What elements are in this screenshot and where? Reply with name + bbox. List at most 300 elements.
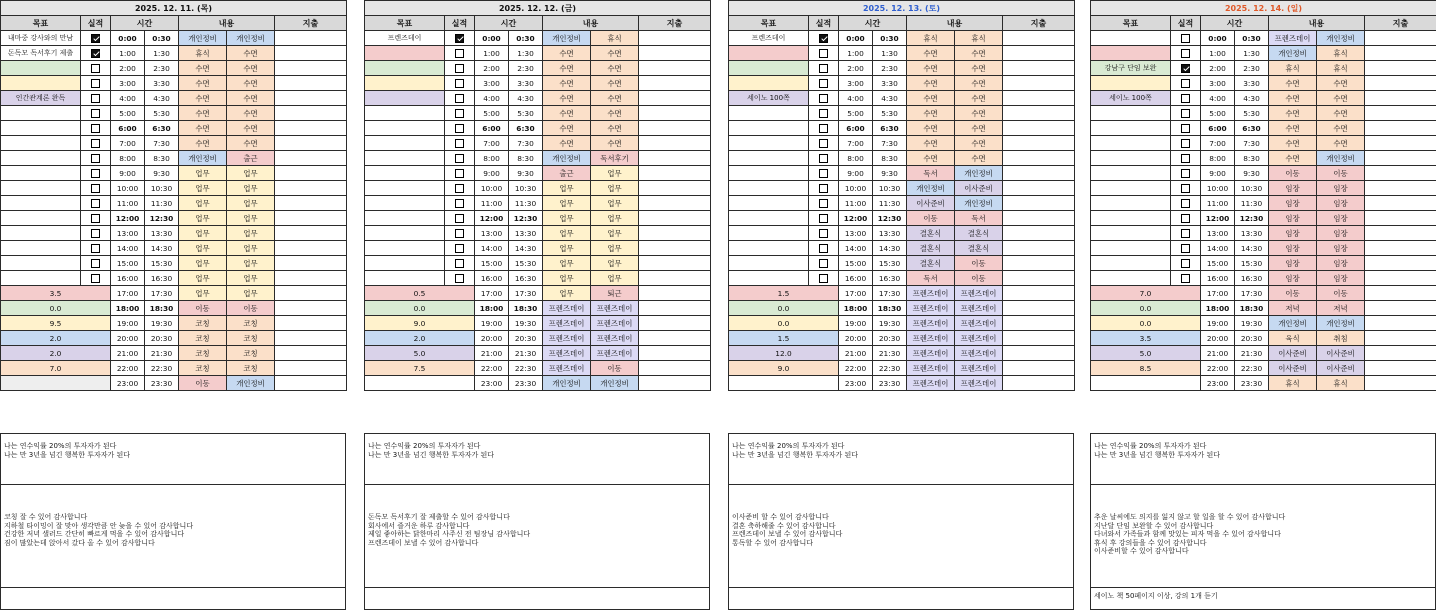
goal-cell[interactable] (1091, 226, 1171, 241)
activity-second-half[interactable]: 프렌즈데이 (955, 331, 1003, 346)
todo-notes[interactable] (728, 587, 1074, 610)
goal-cell[interactable] (1, 106, 81, 121)
goal-cell[interactable] (1, 241, 81, 256)
checkbox[interactable] (819, 229, 828, 238)
activity-second-half[interactable]: 프렌즈데이 (591, 331, 639, 346)
expense-cell[interactable] (275, 256, 347, 271)
checkbox[interactable] (1181, 169, 1190, 178)
goal-cell[interactable] (729, 46, 809, 61)
expense-cell[interactable] (1365, 181, 1436, 196)
activity-first-half[interactable]: 수면 (1269, 106, 1317, 121)
activity-first-half[interactable]: 수면 (543, 61, 591, 76)
activity-second-half[interactable]: 개인정비 (1317, 31, 1365, 46)
goal-cell[interactable] (1, 181, 81, 196)
goal-cell[interactable] (1, 226, 81, 241)
checkbox[interactable] (819, 109, 828, 118)
checkbox[interactable] (819, 49, 828, 58)
expense-cell[interactable] (1003, 76, 1075, 91)
activity-first-half[interactable]: 업무 (179, 241, 227, 256)
checkbox[interactable] (455, 169, 464, 178)
expense-cell[interactable] (275, 316, 347, 331)
checkbox[interactable] (91, 244, 100, 253)
checkbox[interactable] (455, 64, 464, 73)
expense-cell[interactable] (639, 196, 711, 211)
activity-first-half[interactable]: 수면 (1269, 121, 1317, 136)
checkbox[interactable] (455, 244, 464, 253)
activity-first-half[interactable]: 임장 (1269, 271, 1317, 286)
goal-cell[interactable] (1091, 181, 1171, 196)
gratitude-notes[interactable]: 코칭 잘 수 있어 감사합니다 지하철 타이밍이 잘 맞아 생각만큼 안 늦을 수 있어 감사합니다 건강한 저녁 샐러드 간단히 빠르게 먹을 수 있어 감사합니다 짐이 많았는데 앉아서 갔다 올 수 있어 감사합니다 (0, 484, 346, 588)
expense-cell[interactable] (275, 346, 347, 361)
goal-cell[interactable] (1, 136, 81, 151)
activity-first-half[interactable]: 결혼식 (907, 226, 955, 241)
activity-second-half[interactable]: 프렌즈데이 (955, 346, 1003, 361)
goal-cell[interactable] (365, 181, 445, 196)
expense-cell[interactable] (1003, 361, 1075, 376)
goal-cell[interactable] (1, 256, 81, 271)
activity-first-half[interactable]: 수면 (543, 46, 591, 61)
activity-first-half[interactable]: 수면 (543, 106, 591, 121)
checkbox[interactable] (455, 154, 464, 163)
activity-second-half[interactable]: 이동 (1317, 166, 1365, 181)
goal-cell[interactable]: 돈독모 독서후기 제출 (1, 46, 81, 61)
checkbox[interactable] (819, 259, 828, 268)
goal-cell[interactable] (729, 166, 809, 181)
activity-second-half[interactable]: 수면 (955, 121, 1003, 136)
expense-cell[interactable] (1003, 136, 1075, 151)
goal-cell[interactable] (1091, 46, 1171, 61)
activity-first-half[interactable]: 업무 (543, 256, 591, 271)
activity-second-half[interactable]: 임장 (1317, 241, 1365, 256)
activity-first-half[interactable]: 개인정비 (543, 151, 591, 166)
expense-cell[interactable] (639, 151, 711, 166)
todo-notes[interactable]: 세이노 책 50페이지 이상, 강의 1개 듣기 (1090, 587, 1436, 610)
activity-first-half[interactable]: 이동 (1269, 286, 1317, 301)
expense-cell[interactable] (275, 301, 347, 316)
checkbox[interactable] (455, 214, 464, 223)
activity-first-half[interactable]: 개인정비 (179, 31, 227, 46)
expense-cell[interactable] (1003, 166, 1075, 181)
activity-second-half[interactable]: 임장 (1317, 256, 1365, 271)
goal-cell[interactable] (1, 166, 81, 181)
goal-cell[interactable] (1091, 256, 1171, 271)
checkbox[interactable] (455, 124, 464, 133)
goal-cell[interactable] (365, 196, 445, 211)
checkbox[interactable] (91, 139, 100, 148)
activity-first-half[interactable]: 업무 (179, 286, 227, 301)
expense-cell[interactable] (1003, 121, 1075, 136)
expense-cell[interactable] (275, 331, 347, 346)
expense-cell[interactable] (639, 211, 711, 226)
expense-cell[interactable] (1365, 301, 1436, 316)
activity-second-half[interactable]: 수면 (1317, 76, 1365, 91)
activity-first-half[interactable]: 수면 (543, 121, 591, 136)
activity-second-half[interactable]: 코칭 (227, 361, 275, 376)
checkbox[interactable] (91, 154, 100, 163)
activity-first-half[interactable]: 이사준비 (1269, 346, 1317, 361)
activity-second-half[interactable]: 이동 (955, 256, 1003, 271)
goal-cell[interactable] (1091, 31, 1171, 46)
gratitude-notes[interactable]: 돈독모 독서후기 잘 제출할 수 있어 감사합니다 회사에서 즐거운 하루 감사합니다 제일 좋아하는 닭한마리 사주신 전 팀장님 감사합니다 프렌즈데이 보낼 수 있어 감사합니다 (364, 484, 710, 588)
checked-checkbox[interactable] (819, 34, 828, 43)
activity-second-half[interactable]: 업무 (591, 256, 639, 271)
activity-first-half[interactable]: 수면 (907, 61, 955, 76)
activity-first-half[interactable]: 이동 (1269, 166, 1317, 181)
activity-first-half[interactable]: 이동 (179, 301, 227, 316)
expense-cell[interactable] (275, 151, 347, 166)
expense-cell[interactable] (639, 181, 711, 196)
goal-cell[interactable] (729, 121, 809, 136)
expense-cell[interactable] (1003, 376, 1075, 391)
expense-cell[interactable] (275, 106, 347, 121)
todo-notes[interactable] (364, 587, 710, 610)
goal-cell[interactable] (1, 271, 81, 286)
activity-second-half[interactable]: 이사준비 (1317, 361, 1365, 376)
todo-notes[interactable] (0, 587, 346, 610)
goal-cell[interactable] (1, 196, 81, 211)
checkbox[interactable] (455, 49, 464, 58)
activity-first-half[interactable]: 수면 (907, 46, 955, 61)
activity-second-half[interactable]: 수면 (591, 136, 639, 151)
expense-cell[interactable] (639, 256, 711, 271)
expense-cell[interactable] (1365, 136, 1436, 151)
goal-cell[interactable] (729, 106, 809, 121)
goal-cell[interactable]: 프렌즈데이 (729, 31, 809, 46)
checkbox[interactable] (1181, 259, 1190, 268)
activity-first-half[interactable]: 임장 (1269, 196, 1317, 211)
activity-second-half[interactable]: 업무 (591, 241, 639, 256)
expense-cell[interactable] (639, 121, 711, 136)
expense-cell[interactable] (639, 361, 711, 376)
goal-cell[interactable] (1, 61, 81, 76)
checkbox[interactable] (91, 79, 100, 88)
goal-cell[interactable]: 강남구 단임 보완 (1091, 61, 1171, 76)
activity-first-half[interactable]: 이동 (907, 211, 955, 226)
activity-first-half[interactable]: 수면 (179, 121, 227, 136)
expense-cell[interactable] (1003, 196, 1075, 211)
expense-cell[interactable] (1003, 151, 1075, 166)
activity-second-half[interactable]: 업무 (591, 181, 639, 196)
expense-cell[interactable] (275, 166, 347, 181)
expense-cell[interactable] (275, 31, 347, 46)
checkbox[interactable] (1181, 274, 1190, 283)
activity-second-half[interactable]: 이동 (591, 361, 639, 376)
goal-cell[interactable] (729, 61, 809, 76)
activity-second-half[interactable]: 수면 (591, 91, 639, 106)
activity-second-half[interactable]: 수면 (227, 91, 275, 106)
goal-cell[interactable] (365, 106, 445, 121)
affirmation-notes[interactable]: 나는 연수익률 20%의 투자자가 된다 나는 만 3년을 넘긴 행복한 투자자가 된다 (728, 433, 1074, 485)
activity-first-half[interactable]: 수면 (907, 121, 955, 136)
activity-first-half[interactable]: 결혼식 (907, 256, 955, 271)
activity-second-half[interactable]: 이사준비 (955, 181, 1003, 196)
checkbox[interactable] (819, 199, 828, 208)
expense-cell[interactable] (275, 76, 347, 91)
activity-first-half[interactable]: 수면 (1269, 91, 1317, 106)
activity-first-half[interactable]: 임장 (1269, 256, 1317, 271)
activity-second-half[interactable]: 업무 (227, 256, 275, 271)
activity-first-half[interactable]: 이동 (179, 376, 227, 391)
activity-second-half[interactable]: 수면 (227, 61, 275, 76)
expense-cell[interactable] (639, 316, 711, 331)
checkbox[interactable] (455, 109, 464, 118)
expense-cell[interactable] (1365, 256, 1436, 271)
goal-cell[interactable] (365, 151, 445, 166)
activity-first-half[interactable]: 휴식 (179, 46, 227, 61)
activity-second-half[interactable]: 수면 (1317, 121, 1365, 136)
activity-second-half[interactable]: 임장 (1317, 271, 1365, 286)
activity-second-half[interactable]: 개인정비 (955, 196, 1003, 211)
activity-second-half[interactable]: 휴식 (955, 31, 1003, 46)
goal-cell[interactable] (1091, 151, 1171, 166)
activity-second-half[interactable]: 수면 (227, 106, 275, 121)
expense-cell[interactable] (1003, 226, 1075, 241)
activity-first-half[interactable]: 프렌즈데이 (907, 361, 955, 376)
activity-first-half[interactable]: 휴식 (1269, 376, 1317, 391)
activity-second-half[interactable]: 업무 (227, 241, 275, 256)
expense-cell[interactable] (1365, 76, 1436, 91)
checkbox[interactable] (1181, 49, 1190, 58)
expense-cell[interactable] (639, 331, 711, 346)
activity-second-half[interactable]: 휴식 (1317, 376, 1365, 391)
checkbox[interactable] (91, 124, 100, 133)
expense-cell[interactable] (275, 376, 347, 391)
activity-first-half[interactable]: 수면 (179, 136, 227, 151)
activity-second-half[interactable]: 수면 (591, 121, 639, 136)
expense-cell[interactable] (1003, 271, 1075, 286)
checkbox[interactable] (819, 139, 828, 148)
activity-first-half[interactable]: 출근 (543, 166, 591, 181)
checkbox[interactable] (819, 244, 828, 253)
activity-first-half[interactable]: 업무 (543, 286, 591, 301)
gratitude-notes[interactable]: 이사준비 할 수 있어 감사합니다 결혼 축하해줄 수 있어 감사합니다 프렌즈데이 보낼 수 있어 감사합니다 통독할 수 있어 감사합니다 (728, 484, 1074, 588)
checkbox[interactable] (1181, 79, 1190, 88)
checkbox[interactable] (91, 259, 100, 268)
affirmation-notes[interactable]: 나는 연수익률 20%의 투자자가 된다 나는 만 3년을 넘긴 행복한 투자자가 된다 (0, 433, 346, 485)
activity-second-half[interactable]: 수면 (227, 121, 275, 136)
goal-cell[interactable] (1091, 211, 1171, 226)
activity-second-half[interactable]: 업무 (227, 196, 275, 211)
expense-cell[interactable] (1365, 151, 1436, 166)
activity-first-half[interactable]: 수면 (907, 136, 955, 151)
checkbox[interactable] (1181, 139, 1190, 148)
expense-cell[interactable] (1365, 91, 1436, 106)
activity-first-half[interactable]: 프렌즈데이 (907, 331, 955, 346)
expense-cell[interactable] (275, 136, 347, 151)
expense-cell[interactable] (275, 271, 347, 286)
activity-second-half[interactable]: 수면 (955, 151, 1003, 166)
activity-first-half[interactable]: 프렌즈데이 (907, 376, 955, 391)
expense-cell[interactable] (1003, 106, 1075, 121)
checkbox[interactable] (819, 154, 828, 163)
goal-cell[interactable] (729, 211, 809, 226)
activity-second-half[interactable]: 휴식 (1317, 61, 1365, 76)
activity-second-half[interactable]: 결혼식 (955, 226, 1003, 241)
activity-first-half[interactable]: 업무 (179, 226, 227, 241)
activity-second-half[interactable]: 프렌즈데이 (591, 316, 639, 331)
activity-second-half[interactable]: 업무 (227, 286, 275, 301)
activity-first-half[interactable]: 수면 (1269, 136, 1317, 151)
checked-checkbox[interactable] (455, 34, 464, 43)
checkbox[interactable] (455, 94, 464, 103)
activity-second-half[interactable]: 프렌즈데이 (955, 286, 1003, 301)
affirmation-notes[interactable]: 나는 연수익률 20%의 투자자가 된다 나는 만 3년을 넘긴 행복한 투자자가 된다 (364, 433, 710, 485)
goal-cell[interactable] (365, 166, 445, 181)
expense-cell[interactable] (1003, 61, 1075, 76)
expense-cell[interactable] (639, 76, 711, 91)
activity-first-half[interactable]: 수면 (179, 76, 227, 91)
expense-cell[interactable] (1365, 196, 1436, 211)
expense-cell[interactable] (1365, 316, 1436, 331)
checkbox[interactable] (91, 184, 100, 193)
expense-cell[interactable] (1365, 271, 1436, 286)
expense-cell[interactable] (1003, 346, 1075, 361)
activity-first-half[interactable]: 휴식 (907, 31, 955, 46)
activity-first-half[interactable]: 육식 (1269, 331, 1317, 346)
activity-second-half[interactable]: 이사준비 (1317, 346, 1365, 361)
gratitude-notes[interactable]: 추운 날씨에도 의지를 잃지 않고 할 일을 할 수 있어 감사합니다 지난달 단임 보완할 수 있어 감사합니다 다녀와서 가족들과 함께 맛있는 피자 먹을 수 있어 감사합니다 휴식 후 강의들을 수 있어 감사합니다 이사준비할 수 있어 감사합니다 (1090, 484, 1436, 588)
activity-second-half[interactable]: 수면 (955, 106, 1003, 121)
activity-first-half[interactable]: 프렌즈데이 (1269, 31, 1317, 46)
activity-second-half[interactable]: 휴식 (1317, 46, 1365, 61)
activity-first-half[interactable]: 수면 (907, 76, 955, 91)
checked-checkbox[interactable] (91, 34, 100, 43)
activity-second-half[interactable]: 퇴근 (591, 286, 639, 301)
activity-first-half[interactable]: 수면 (179, 106, 227, 121)
goal-cell[interactable] (365, 256, 445, 271)
activity-second-half[interactable]: 업무 (591, 226, 639, 241)
expense-cell[interactable] (639, 46, 711, 61)
activity-first-half[interactable]: 업무 (179, 166, 227, 181)
expense-cell[interactable] (1365, 31, 1436, 46)
activity-second-half[interactable]: 수면 (227, 76, 275, 91)
checkbox[interactable] (455, 79, 464, 88)
expense-cell[interactable] (1003, 91, 1075, 106)
activity-first-half[interactable]: 이사준비 (907, 196, 955, 211)
expense-cell[interactable] (275, 91, 347, 106)
activity-first-half[interactable]: 독서 (907, 166, 955, 181)
expense-cell[interactable] (1003, 256, 1075, 271)
activity-first-half[interactable]: 결혼식 (907, 241, 955, 256)
activity-first-half[interactable]: 수면 (543, 76, 591, 91)
expense-cell[interactable] (1003, 286, 1075, 301)
expense-cell[interactable] (639, 136, 711, 151)
activity-first-half[interactable]: 업무 (543, 196, 591, 211)
expense-cell[interactable] (639, 301, 711, 316)
expense-cell[interactable] (1365, 226, 1436, 241)
activity-first-half[interactable]: 프렌즈데이 (543, 346, 591, 361)
goal-cell[interactable] (1091, 136, 1171, 151)
activity-first-half[interactable]: 개인정비 (543, 376, 591, 391)
activity-first-half[interactable]: 수면 (1269, 151, 1317, 166)
activity-second-half[interactable]: 저녁 (1317, 301, 1365, 316)
activity-second-half[interactable]: 수면 (955, 136, 1003, 151)
activity-first-half[interactable]: 수면 (179, 61, 227, 76)
activity-second-half[interactable]: 취침 (1317, 331, 1365, 346)
activity-second-half[interactable]: 코칭 (227, 316, 275, 331)
expense-cell[interactable] (1365, 46, 1436, 61)
activity-second-half[interactable]: 코칭 (227, 331, 275, 346)
checkbox[interactable] (819, 169, 828, 178)
expense-cell[interactable] (1365, 286, 1436, 301)
goal-cell[interactable] (365, 121, 445, 136)
expense-cell[interactable] (1365, 61, 1436, 76)
checkbox[interactable] (819, 274, 828, 283)
goal-cell[interactable] (1091, 76, 1171, 91)
activity-first-half[interactable]: 업무 (179, 181, 227, 196)
activity-first-half[interactable]: 임장 (1269, 241, 1317, 256)
expense-cell[interactable] (1003, 301, 1075, 316)
activity-second-half[interactable]: 코칭 (227, 346, 275, 361)
goal-cell[interactable]: 세이노 100쪽 (1091, 91, 1171, 106)
activity-second-half[interactable]: 출근 (227, 151, 275, 166)
goal-cell[interactable] (1091, 241, 1171, 256)
expense-cell[interactable] (1365, 361, 1436, 376)
activity-first-half[interactable]: 임장 (1269, 226, 1317, 241)
activity-second-half[interactable]: 프렌즈데이 (955, 316, 1003, 331)
activity-first-half[interactable]: 프렌즈데이 (543, 331, 591, 346)
goal-cell[interactable] (729, 256, 809, 271)
goal-cell[interactable] (1091, 271, 1171, 286)
activity-second-half[interactable]: 프렌즈데이 (955, 301, 1003, 316)
goal-cell[interactable] (365, 271, 445, 286)
expense-cell[interactable] (1003, 46, 1075, 61)
checkbox[interactable] (455, 139, 464, 148)
checkbox[interactable] (1181, 229, 1190, 238)
checked-checkbox[interactable] (91, 49, 100, 58)
activity-second-half[interactable]: 개인정비 (1317, 316, 1365, 331)
expense-cell[interactable] (275, 61, 347, 76)
activity-first-half[interactable]: 저녁 (1269, 301, 1317, 316)
activity-second-half[interactable]: 수면 (227, 136, 275, 151)
activity-second-half[interactable]: 개인정비 (955, 166, 1003, 181)
activity-first-half[interactable]: 독서 (907, 271, 955, 286)
activity-second-half[interactable]: 임장 (1317, 211, 1365, 226)
expense-cell[interactable] (1365, 166, 1436, 181)
activity-first-half[interactable]: 임장 (1269, 211, 1317, 226)
expense-cell[interactable] (639, 241, 711, 256)
expense-cell[interactable] (1365, 331, 1436, 346)
activity-first-half[interactable]: 코칭 (179, 316, 227, 331)
activity-first-half[interactable]: 개인정비 (907, 181, 955, 196)
checkbox[interactable] (819, 94, 828, 103)
activity-first-half[interactable]: 수면 (1269, 76, 1317, 91)
goal-cell[interactable] (365, 241, 445, 256)
activity-first-half[interactable]: 이사준비 (1269, 361, 1317, 376)
activity-second-half[interactable]: 임장 (1317, 226, 1365, 241)
expense-cell[interactable] (639, 61, 711, 76)
checkbox[interactable] (455, 274, 464, 283)
checkbox[interactable] (1181, 94, 1190, 103)
activity-first-half[interactable]: 업무 (179, 271, 227, 286)
expense-cell[interactable] (1003, 241, 1075, 256)
activity-second-half[interactable]: 수면 (1317, 91, 1365, 106)
activity-first-half[interactable]: 프렌즈데이 (907, 316, 955, 331)
activity-second-half[interactable]: 수면 (227, 46, 275, 61)
activity-second-half[interactable]: 개인정비 (227, 31, 275, 46)
checkbox[interactable] (455, 229, 464, 238)
expense-cell[interactable] (275, 181, 347, 196)
checkbox[interactable] (819, 184, 828, 193)
activity-second-half[interactable]: 수면 (955, 61, 1003, 76)
expense-cell[interactable] (1365, 106, 1436, 121)
expense-cell[interactable] (1003, 31, 1075, 46)
expense-cell[interactable] (639, 286, 711, 301)
expense-cell[interactable] (639, 376, 711, 391)
activity-second-half[interactable]: 프렌즈데이 (591, 346, 639, 361)
goal-cell[interactable] (365, 76, 445, 91)
checkbox[interactable] (91, 169, 100, 178)
